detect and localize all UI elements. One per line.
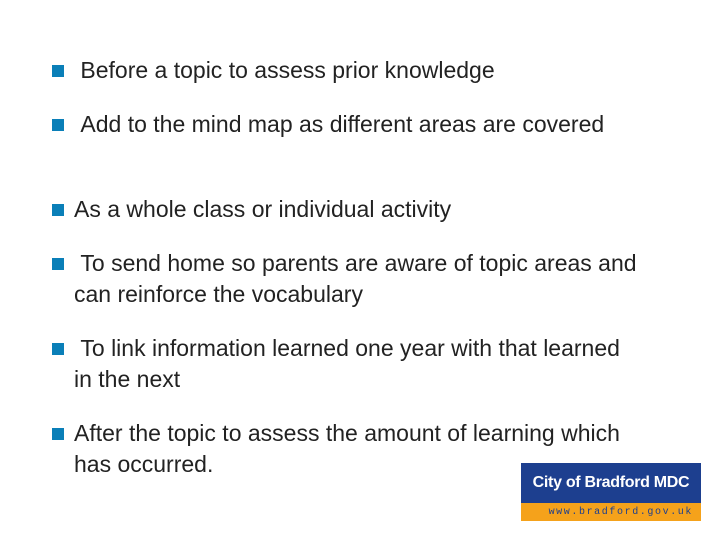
bullet-text: To send home so parents are aware of topic areas and can reinforce the vocabulary bbox=[74, 250, 643, 307]
square-bullet-icon bbox=[52, 428, 64, 440]
logo-url-strip bbox=[521, 503, 701, 521]
square-bullet-icon bbox=[52, 65, 64, 77]
square-bullet-icon bbox=[52, 119, 64, 131]
square-bullet-icon bbox=[52, 204, 64, 216]
bullet-text: To link information learned one year with that learned in the next bbox=[74, 335, 627, 392]
bullet-list bbox=[52, 55, 642, 478]
bullet-item bbox=[52, 194, 642, 248]
bullet-item bbox=[52, 55, 642, 109]
logo-name: City of Bradford MDC bbox=[532, 474, 690, 491]
bullet-text: Before a topic to assess prior knowledge bbox=[74, 57, 495, 83]
bullet-text: After the topic to assess the amount of learning which has occurred. bbox=[74, 420, 627, 477]
square-bullet-icon bbox=[52, 343, 64, 355]
bullet-item bbox=[52, 248, 642, 333]
bradford-logo bbox=[521, 463, 701, 521]
bullet-text: As a whole class or individual activity bbox=[74, 196, 452, 222]
bullet-item bbox=[52, 109, 642, 194]
bullet-item bbox=[52, 333, 642, 418]
square-bullet-icon bbox=[52, 258, 64, 270]
logo-url: www.bradford.gov.uk bbox=[548, 506, 693, 518]
bullet-text: Add to the mind map as different areas are covered bbox=[74, 111, 605, 137]
logo-banner bbox=[521, 463, 701, 503]
